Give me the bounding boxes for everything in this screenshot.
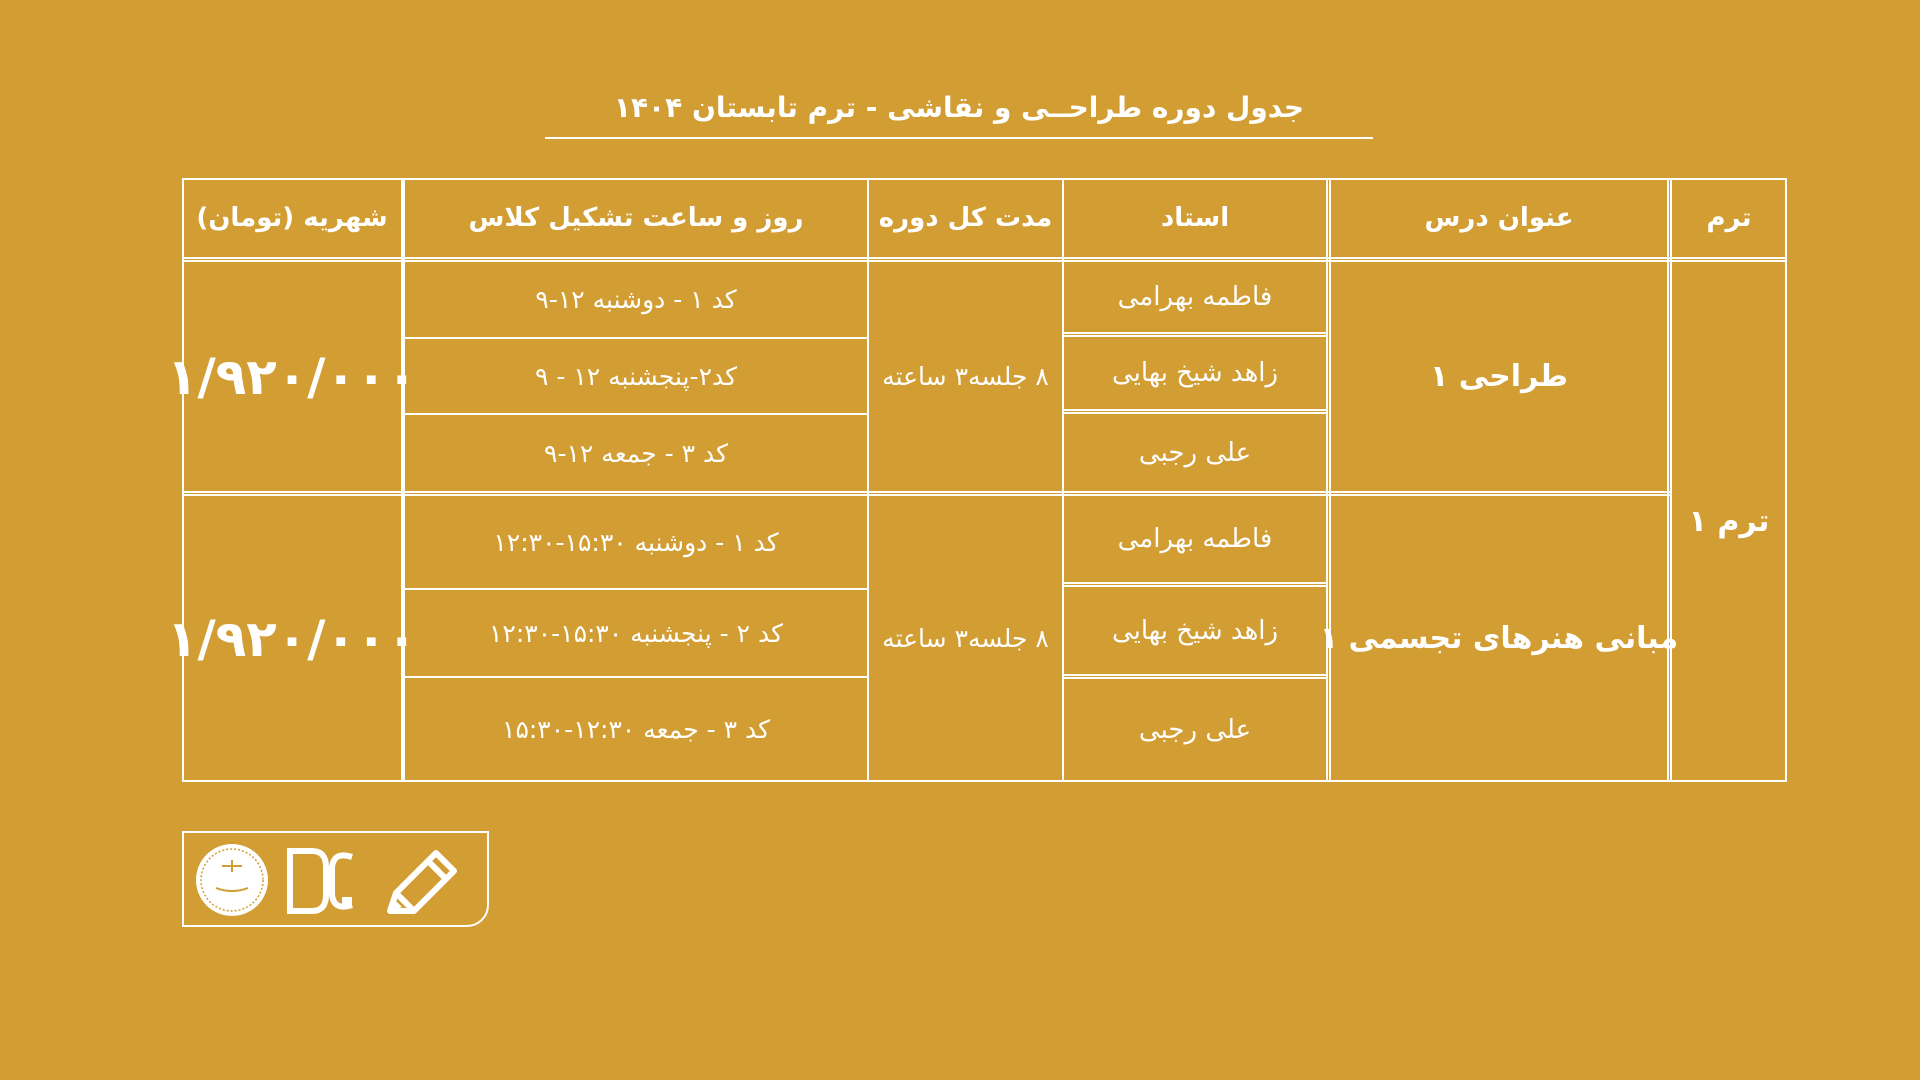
jahad-daneshgahi-seal-icon [194,842,270,918]
header-teacher: استاد [1160,203,1230,233]
school-mark-icon [286,847,356,915]
header-course-title: عنوان درس [1424,203,1574,233]
schedule-cell: کد۲-پنجشنبه ۱۲ - ۹ [534,361,738,391]
header-duration: مدت کل دوره [878,203,1053,233]
term-cell: ترم ۱ [1688,504,1770,539]
course-schedule-table [166,178,1787,782]
teacher-cell: زاهد شیخ بهایی [1111,615,1279,646]
course-title: مبانی هنرهای تجسمی ۱ [1319,621,1679,656]
title-underline [545,137,1373,139]
duration-cell: ۸ جلسه۳ ساعته [882,362,1049,391]
teacher-cell: زاهد شیخ بهایی [1111,358,1279,388]
duration-cell: ۸ جلسه۳ ساعته [882,624,1049,653]
schedule-cell: کد ۱ - دوشنبه ۱۲-۹ [535,285,737,314]
pencil-icon [382,847,468,917]
page-title: جدول دوره طراحــی و نقاشی - ترم تابستان ۱۴۰۴ [613,91,1305,124]
header-term: ترم [1706,203,1752,233]
teacher-cell: علی رجبی [1138,715,1252,745]
header-schedule: روز و ساعت تشکیل کلاس [468,203,804,233]
schedule-cell: کد ۳ - جمعه ۱۲-۹ [544,438,728,468]
header-fee: شهریه (تومان) [196,203,388,233]
teacher-cell: فاطمه بهرامی [1117,524,1273,554]
fee-cell: ۱/۹۲۰/۰۰۰ [166,609,418,668]
schedule-cell: کد ۲ - پنجشنبه ۱۵:۳۰-۱۲:۳۰ [488,618,784,648]
logo-strip [182,831,489,927]
teacher-cell: فاطمه بهرامی [1117,282,1273,312]
schedule-cell: کد ۱ - دوشنبه ۱۵:۳۰-۱۲:۳۰ [493,527,779,557]
teacher-cell: علی رجبی [1138,437,1252,468]
course-title: طراحی ۱ [1430,359,1568,394]
schedule-cell: کد ۳ - جمعه ۱۲:۳۰-۱۵:۳۰ [502,715,770,744]
fee-cell: ۱/۹۲۰/۰۰۰ [166,347,418,406]
